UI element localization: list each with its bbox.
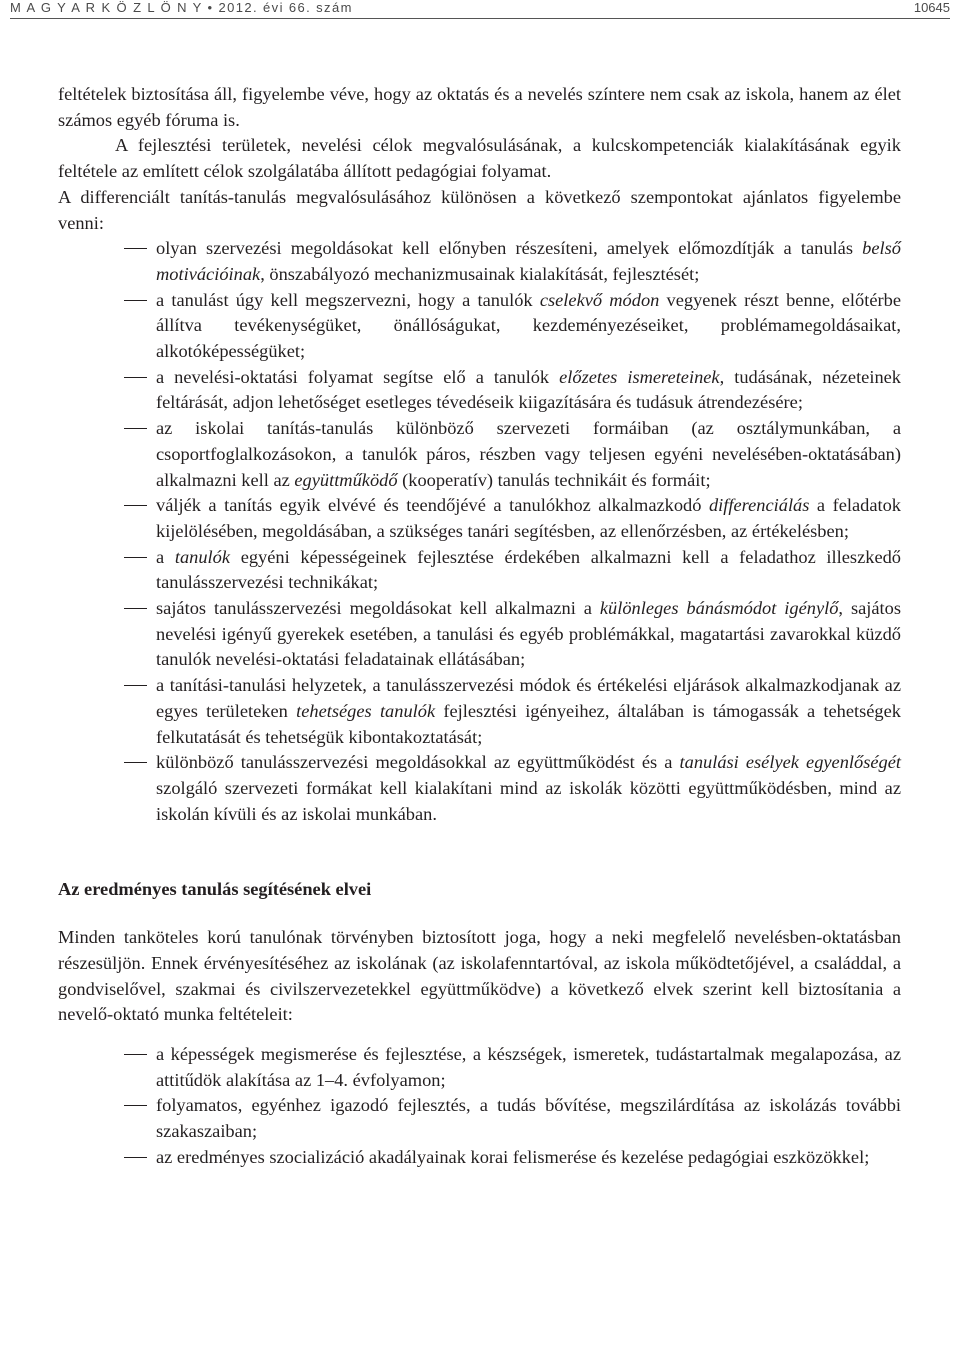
list-item: folyamatos, egyénhez igazodó fejlesztés, a tudás bővítése, megszilárdítása az iskolázás további szakaszaiban; [58, 1093, 901, 1144]
dash-bullet [124, 762, 147, 763]
paragraph: A fejlesztési területek, nevelési célok megvalósulásának, a kulcskompetenciák kialakításának egyik feltétele az említett célok szolgálatába állított pedagógiai folyamat. [58, 135, 901, 182]
list-item: a tanítási-tanulási helyzetek, a tanulásszervezési módok és értékelési eljárások alkalmazkodjanak az egyes területeken tehetséges tanulók fejlesztési igényeihez, általában is támogassák a tehetségek felkutatását és tehetségük kibontakoztatását; [58, 673, 901, 750]
list-item: különböző tanulásszervezési megoldásokkal az együttműködést és a tanulási esélyek egyenlőségét szolgáló szervezeti formákat kell kialakítani mind az iskolák közötti együttműködésben, mind az iskolán kívüli és az iskolai munkában. [58, 750, 901, 827]
dash-bullet [124, 1054, 147, 1055]
list-item: a tanulást úgy kell megszervezni, hogy a tanulók cselekvő módon vegyenek részt benne, előtérbe állítva tevékenységüket, önállóságukat, kezdeményezéseiket, problémamegoldásaikat, alkotóképességüket; [58, 288, 901, 365]
emphasis: tehetséges tanulók [296, 700, 436, 721]
emphasis: előzetes ismereteinek [559, 366, 720, 387]
dash-bullet [124, 377, 147, 378]
paragraph: feltételek biztosítása áll, figyelembe véve, hogy az oktatás és a nevelés színtere nem csak az iskola, hanem az élet számos egyéb fóruma is. [58, 84, 901, 130]
emphasis: együttműködő [294, 469, 398, 490]
dash-bullet [124, 300, 147, 301]
dash-list [58, 1042, 901, 1171]
spacer [58, 1028, 901, 1042]
list-item: az iskolai tanítás-tanulás különböző szervezeti formáiban (az osztálymunkában, a csoportfoglalkozásokon, a tanulók páros, részben vagy teljesen egyéni nevelésében-oktatásában) alkalmazni kell az együttműködő (kooperatív) tanulás technikáit és formáit; [58, 416, 901, 493]
list-item: a képességek megismerése és fejlesztése, a készségek, ismeretek, tudástartalmak megalapozása, az attitűdök alakítása az 1–4. évfolyamon; [58, 1042, 901, 1093]
list-item: a tanulók egyéni képességeinek fejlesztése érdekében alkalmazni kell a feladathoz illeszkedő tanulásszervezési technikákat; [58, 545, 901, 596]
list-item: váljék a tanítás egyik elvévé és teendőjévé a tanulókhoz alkalmazkodó differenciálás a feladatok kijelölésében, megoldásában, a szükséges tanári segítésben, az ellenőrzésben, az értékelésben; [58, 493, 901, 544]
dash-bullet [124, 608, 147, 609]
publication-title: M A G Y A R K Ö Z L Ö N Y • 2012. évi 66. szám [10, 0, 353, 15]
running-header [10, 0, 950, 16]
page-number: 10645 [913, 0, 950, 15]
dash-bullet [124, 248, 147, 249]
list-item: a nevelési-oktatási folyamat segítse elő a tanulók előzetes ismereteinek, tudásának, nézeteinek feltárását, adjon lehetőséget esetleges tévedéseik kiigazítására és tudásuk átrendezésére; [58, 365, 901, 416]
dash-bullet [124, 685, 147, 686]
emphasis: különleges bánásmódot igénylő [599, 598, 839, 619]
dash-list [58, 236, 901, 827]
paragraph: Minden tanköteles korú tanulónak törvényben biztosított joga, hogy a neki megfelelő nevelésben-oktatásban részesüljön. Ennek érvényesítéséhez az iskolának (az iskolafenntartóval, az iskola működtetőjével, a családdal, a gondviselővel, szakmai és civilszervezetekkel együttműködve) a következő elvek szerint kell biztosítania a nevelő-oktató munka feltételeit: [58, 927, 901, 1025]
emphasis: differenciálás [708, 495, 810, 516]
document-body [58, 82, 901, 1170]
list-item: az eredményes szocializáció akadályainak korai felismerése és kezelése pedagógiai eszközökkel; [58, 1145, 901, 1171]
header-rule [10, 18, 950, 19]
section-heading: Az eredményes tanulás segítésének elvei [58, 879, 372, 900]
dash-bullet [124, 505, 147, 506]
list-item: olyan szervezési megoldásokat kell előnyben részesíteni, amelyek előmozdítják a tanulás belső motivációinak, önszabályozó mechanizmusainak kialakítását, fejlesztését; [58, 236, 901, 287]
list-item: sajátos tanulásszervezési megoldásokat kell alkalmazni a különleges bánásmódot igénylő, sajátos nevelési igényű gyerekek esetében, a tanulási és egyéb problémákkal, magatartási zavarokkal küzdő tanulók nevelési-oktatási feladatainak ellátásában; [58, 596, 901, 673]
emphasis: tanulók [174, 546, 231, 567]
dash-bullet [124, 1105, 147, 1106]
emphasis: tanulási esélyek egyenlőségét [679, 752, 901, 773]
dash-bullet [124, 1157, 147, 1158]
dash-bullet [124, 428, 147, 429]
paragraph: A differenciált tanítás-tanulás megvalósulásához különösen a következő szempontokat ajánlatos figyelembe venni: [58, 186, 901, 233]
emphasis: cselekvő módon [539, 289, 660, 310]
emphasis: belső motivációinak [156, 238, 901, 284]
dash-bullet [124, 557, 147, 558]
